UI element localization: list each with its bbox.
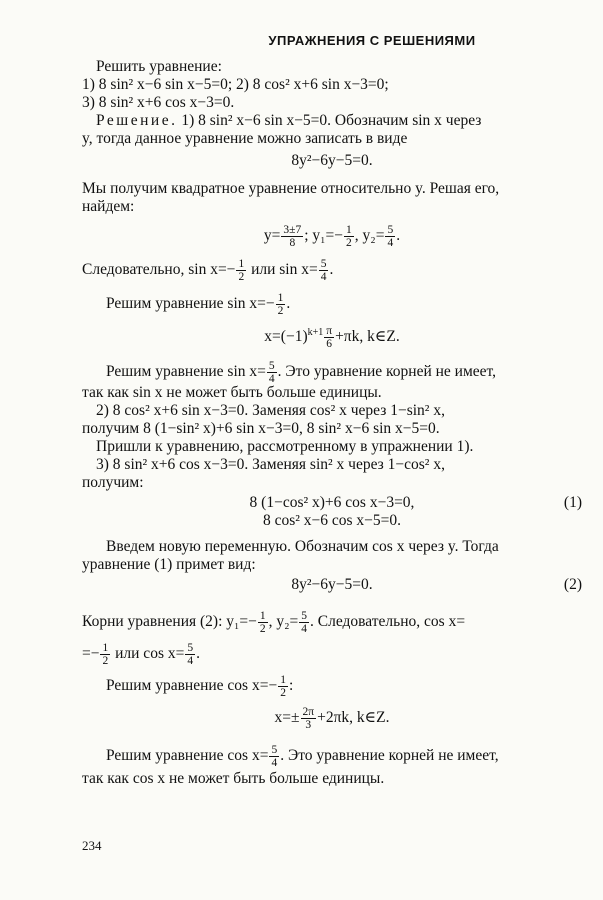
intro-text: Решить уравнение:: [96, 58, 222, 75]
text-part: +2πk, k∈Z.: [317, 709, 390, 727]
fraction-denominator: 4: [301, 623, 308, 635]
fraction-numerator: 5: [320, 258, 327, 270]
fraction-numerator: 2π: [302, 706, 315, 718]
text-part: x=(−1): [264, 328, 308, 346]
equation-1: 8y²−6y−5=0.: [291, 152, 373, 169]
fraction-denominator: 2: [102, 655, 109, 667]
text-part: или cos x=: [111, 645, 185, 663]
eq2-part: y=: [263, 227, 281, 245]
text-part: . Это уравнение корней не имеет,: [280, 747, 499, 765]
fraction-numerator: 5: [301, 610, 308, 622]
fraction: [267, 360, 277, 385]
paragraph-7b: уравнение (1) примет вид:: [82, 556, 256, 573]
solution-line-1: [96, 112, 481, 130]
paragraph-3: так как sin x не может быть больше единицы.: [82, 384, 382, 401]
fraction: [385, 224, 395, 249]
fraction-denominator: 4: [187, 655, 194, 667]
fraction-numerator: 5: [187, 642, 194, 654]
text-part: .: [329, 261, 334, 279]
fraction-numerator: 1: [277, 292, 284, 304]
fraction: [185, 642, 195, 667]
fraction-denominator: 4: [268, 373, 275, 385]
fraction-numerator: 1: [238, 258, 245, 270]
solution-text: 1) 8 sin² x−6 sin x−5=0. Обозначим sin x через: [177, 112, 482, 129]
paragraph-6b: получим:: [82, 474, 144, 491]
eq2-part: ; y₁=−: [304, 227, 344, 245]
consequence-line: [82, 258, 333, 283]
text-part: +πk, k∈Z.: [335, 328, 400, 346]
exponent: k+1: [307, 327, 324, 338]
solve-line-2: [106, 360, 496, 385]
text-part: .: [196, 645, 200, 663]
fraction-denominator: 8: [289, 237, 296, 249]
text-part: , y₂=: [268, 613, 299, 631]
equation-6: [82, 706, 582, 731]
fraction-denominator: 2: [277, 305, 284, 317]
fraction-numerator: 3±7: [283, 224, 302, 236]
section-header: УПРАЖНЕНИЯ С РЕШЕНИЯМИ: [268, 33, 476, 48]
text-part: или sin x=: [247, 261, 318, 279]
solve-line-3: [106, 674, 293, 699]
eq2-part: .: [396, 227, 401, 245]
paragraph-4b: получим 8 (1−sin² x)+6 sin x−3=0, 8 sin² x−6 sin x−5=0.: [82, 420, 440, 437]
text-part: Решим уравнение cos x=−: [106, 677, 278, 695]
fraction: [281, 224, 303, 249]
solve-line-1: [106, 292, 290, 317]
roots-line-2: [82, 642, 200, 667]
equation-4a: 8 (1−cos² x)+6 cos x−3=0,: [249, 494, 415, 511]
text-part: :: [288, 677, 294, 695]
fraction-denominator: 2: [346, 237, 352, 249]
text-part: Решим уравнение sin x=: [106, 363, 266, 381]
paragraph-2a: Мы получим квадратное уравнение относительно y. Решая его,: [82, 180, 500, 197]
fraction-denominator: 6: [326, 338, 333, 351]
fraction: [299, 610, 309, 635]
text-part: =−: [82, 645, 100, 663]
fraction-denominator: 2: [259, 623, 266, 635]
paragraph-6a: 3) 8 sin² x+6 cos x−3=0. Заменяя sin² x через 1−cos² x,: [96, 456, 445, 473]
fraction-numerator: 1: [280, 674, 286, 686]
eq2-part: , y₂=: [354, 227, 385, 245]
fraction: [276, 292, 286, 317]
fraction-denominator: 4: [271, 757, 278, 769]
equation-2: [82, 224, 582, 249]
fraction-numerator: π: [326, 325, 333, 338]
fraction-numerator: 1: [102, 642, 109, 654]
equation-5: 8y²−6y−5=0.: [291, 576, 373, 593]
fraction-numerator: 5: [387, 224, 394, 236]
fraction-denominator: 4: [320, 271, 327, 283]
task-line-1: 1) 8 sin² x−6 sin x−5=0; 2) 8 cos² x+6 sin x−3=0;: [82, 76, 389, 93]
solution-line-2: y, тогда данное уравнение можно записать в виде: [82, 130, 408, 147]
fraction: [258, 610, 268, 635]
paragraph-5: Пришли к уравнению, рассмотренному в упражнении 1).: [96, 438, 474, 455]
equation-4b: 8 cos² x−6 cos x−5=0.: [262, 512, 402, 529]
text-part: Решим уравнение sin x=−: [106, 295, 275, 313]
page-number: 234: [82, 838, 102, 853]
fraction-numerator: 1: [259, 610, 266, 622]
fraction-denominator: 4: [387, 237, 394, 249]
fraction-numerator: 1: [346, 224, 352, 236]
text-part: .: [286, 295, 291, 313]
paragraph-2b: найдем:: [82, 198, 135, 215]
fraction-denominator: 3: [305, 719, 312, 731]
text-part: Корни уравнения (2): y₁=−: [82, 613, 257, 631]
fraction: [344, 224, 354, 249]
equation-3: [82, 324, 582, 350]
text-part: . Следовательно, cos x=: [310, 613, 466, 631]
paragraph-8: так как cos x не может быть больше единицы.: [82, 770, 385, 787]
task-line-2: 3) 8 sin² x+6 cos x−3=0.: [82, 94, 235, 111]
fraction: [100, 642, 110, 667]
fraction-numerator: 5: [268, 360, 275, 372]
text-part: x=±: [274, 709, 300, 727]
roots-line: [82, 610, 465, 635]
fraction-numerator: 5: [271, 744, 278, 756]
fraction-denominator: 2: [280, 687, 286, 699]
solution-label: Решение.: [96, 112, 178, 129]
text-part: Решим уравнение cos x=: [106, 747, 269, 765]
text-part: Следовательно, sin x=−: [82, 261, 236, 279]
equation-tag-2: (2): [563, 576, 582, 593]
equation-tag-1: (1): [563, 494, 582, 511]
fraction: [236, 258, 246, 283]
text-part: . Это уравнение корней не имеет,: [277, 363, 497, 381]
solve-line-4: [106, 744, 499, 769]
fraction: [319, 258, 329, 283]
fraction: [324, 325, 334, 350]
paragraph-4a: 2) 8 cos² x+6 sin x−3=0. Заменяя cos² x через 1−sin² x,: [96, 402, 445, 419]
fraction: [269, 744, 279, 769]
fraction: [301, 706, 317, 731]
fraction: [278, 674, 288, 699]
fraction-denominator: 2: [238, 271, 245, 283]
paragraph-7a: Введем новую переменную. Обозначим cos x через y. Тогда: [106, 538, 499, 555]
